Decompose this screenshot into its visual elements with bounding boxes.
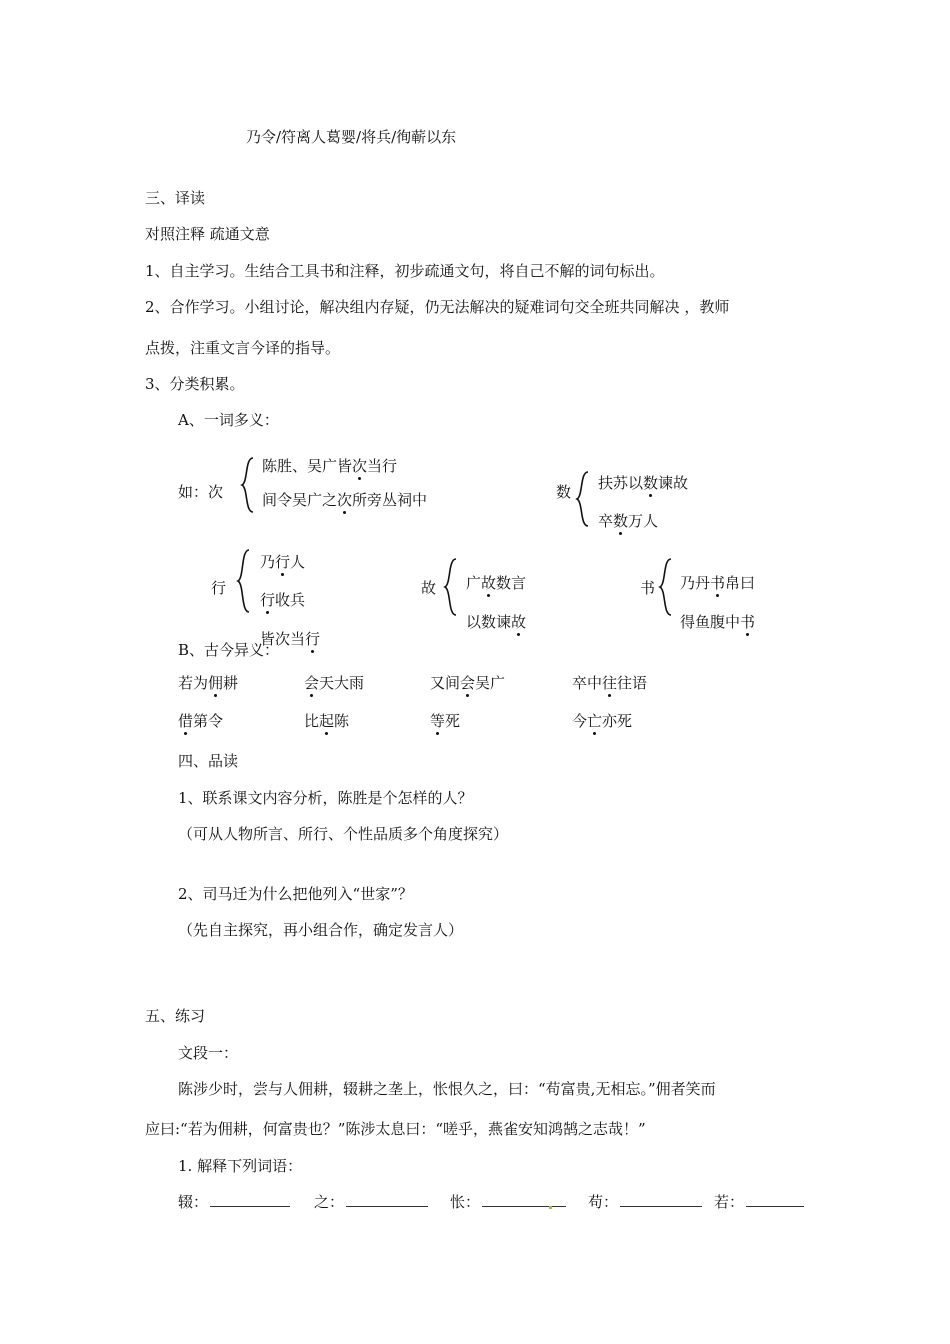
left-brace-icon [240, 456, 256, 514]
polysemy-shu-example-2: 卒数万人 [598, 512, 659, 530]
ancient-modern-title: B、古今异义： [178, 641, 280, 659]
answer-blank[interactable] [746, 1192, 804, 1207]
polysemy-shu-example-1: 扶苏以数谏故 [598, 474, 689, 492]
paragraph-self-study: 1、自主学习。生结合工具书和注释，初步疏通文句，将自己不解的词句标出。 [145, 262, 665, 280]
blank-gou: 苟： [588, 1192, 702, 1212]
polysemy-xing-example-3: 皆次当行 [260, 630, 321, 648]
question-chen-sheng: 1、联系课文内容分析，陈胜是个怎样的人？ [178, 789, 473, 807]
blank-chuo: 辍： [178, 1192, 290, 1212]
polysemy-xing-example-1: 乃行人 [260, 553, 306, 571]
polysemy-xing-label: 行 [211, 579, 227, 597]
polysemy-gu-example-2: 以数谏故 [466, 613, 527, 631]
paragraph-classify: 3、分类积累。 [145, 375, 245, 393]
blank-chang: 怅： [450, 1192, 566, 1212]
question-sima-qian: 2、司马迁为什么把他列入“世家”？ [178, 885, 413, 903]
polysemy-ci-example-2: 间令吴广之次所旁丛祠中 [262, 491, 428, 509]
exercise-question-1: 1. 解释下列词语： [178, 1157, 303, 1175]
answer-blank[interactable] [210, 1192, 290, 1207]
left-brace-icon [236, 548, 252, 614]
ancient-modern-item: 会天大雨 [304, 674, 365, 692]
polysemy-shu2-label: 书 [640, 579, 656, 597]
question-sima-qian-hint: （先自主探究，再小组合作，确定发言人） [178, 921, 464, 939]
section-3-title: 三、译读 [145, 189, 206, 207]
question-chen-sheng-hint: （可从人物所言、所行、个性品质多个角度探究） [178, 825, 509, 843]
paragraph-group-study-line2: 点拨，注重文言今译的指导。 [145, 339, 341, 357]
section-4-title: 四、品读 [178, 752, 239, 770]
answer-blank[interactable] [346, 1192, 428, 1207]
polysemy-title: A、一词多义： [178, 411, 279, 429]
polysemy-ci-example-1: 陈胜、吴广皆次当行 [262, 457, 398, 475]
ancient-modern-item: 又间会吴广 [430, 674, 506, 692]
section-5-title: 五、练习 [145, 1007, 206, 1025]
polysemy-gu-example-1: 广故数言 [466, 574, 527, 592]
top-line: 乃令/符离人葛婴/将兵/徇蕲以东 [246, 128, 457, 146]
ancient-modern-item: 比起陈 [304, 712, 350, 730]
passage-label: 文段一： [178, 1044, 239, 1062]
ancient-modern-item: 借第令 [178, 712, 224, 730]
passage-line-2: 应曰:“若为佣耕，何富贵也？”陈涉太息曰：“嗟乎，燕雀安知鸿鹄之志哉！” [145, 1120, 646, 1138]
paragraph-group-study-line1: 2、合作学习。小组讨论，解决组内存疑，仍无法解决的疑难词句交全班共同解决 ，教师 [145, 298, 730, 316]
polysemy-gu-label: 故 [421, 579, 437, 597]
ancient-modern-item: 卒中往往语 [572, 674, 648, 692]
polysemy-shu2-example-1: 乃丹书帛曰 [680, 574, 756, 592]
answer-blank[interactable] [620, 1192, 702, 1207]
blank-ruo: 若： [714, 1192, 804, 1212]
ancient-modern-item: 等死 [430, 712, 461, 730]
left-brace-icon [443, 557, 459, 617]
blank-zhi: 之： [314, 1192, 428, 1212]
passage-line-1: 陈涉少时，尝与人佣耕，辍耕之垄上，怅恨久之，曰：“苟富贵,无相忘。”佣者笑而 [178, 1080, 716, 1098]
section-3-subtitle: 对照注释 疏通文意 [145, 225, 270, 243]
polysemy-ci-label: 如：次 [178, 483, 224, 501]
polysemy-shu-label: 数 [556, 483, 572, 501]
answer-blank[interactable] [482, 1192, 566, 1207]
left-brace-icon [658, 557, 674, 617]
highlight-mark [549, 1206, 552, 1209]
polysemy-xing-example-2: 行收兵 [260, 591, 306, 609]
ancient-modern-item: 今亡亦死 [572, 712, 633, 730]
polysemy-shu2-example-2: 得鱼腹中书 [680, 613, 756, 631]
left-brace-icon [575, 470, 591, 528]
ancient-modern-item: 若为佣耕 [178, 674, 239, 692]
